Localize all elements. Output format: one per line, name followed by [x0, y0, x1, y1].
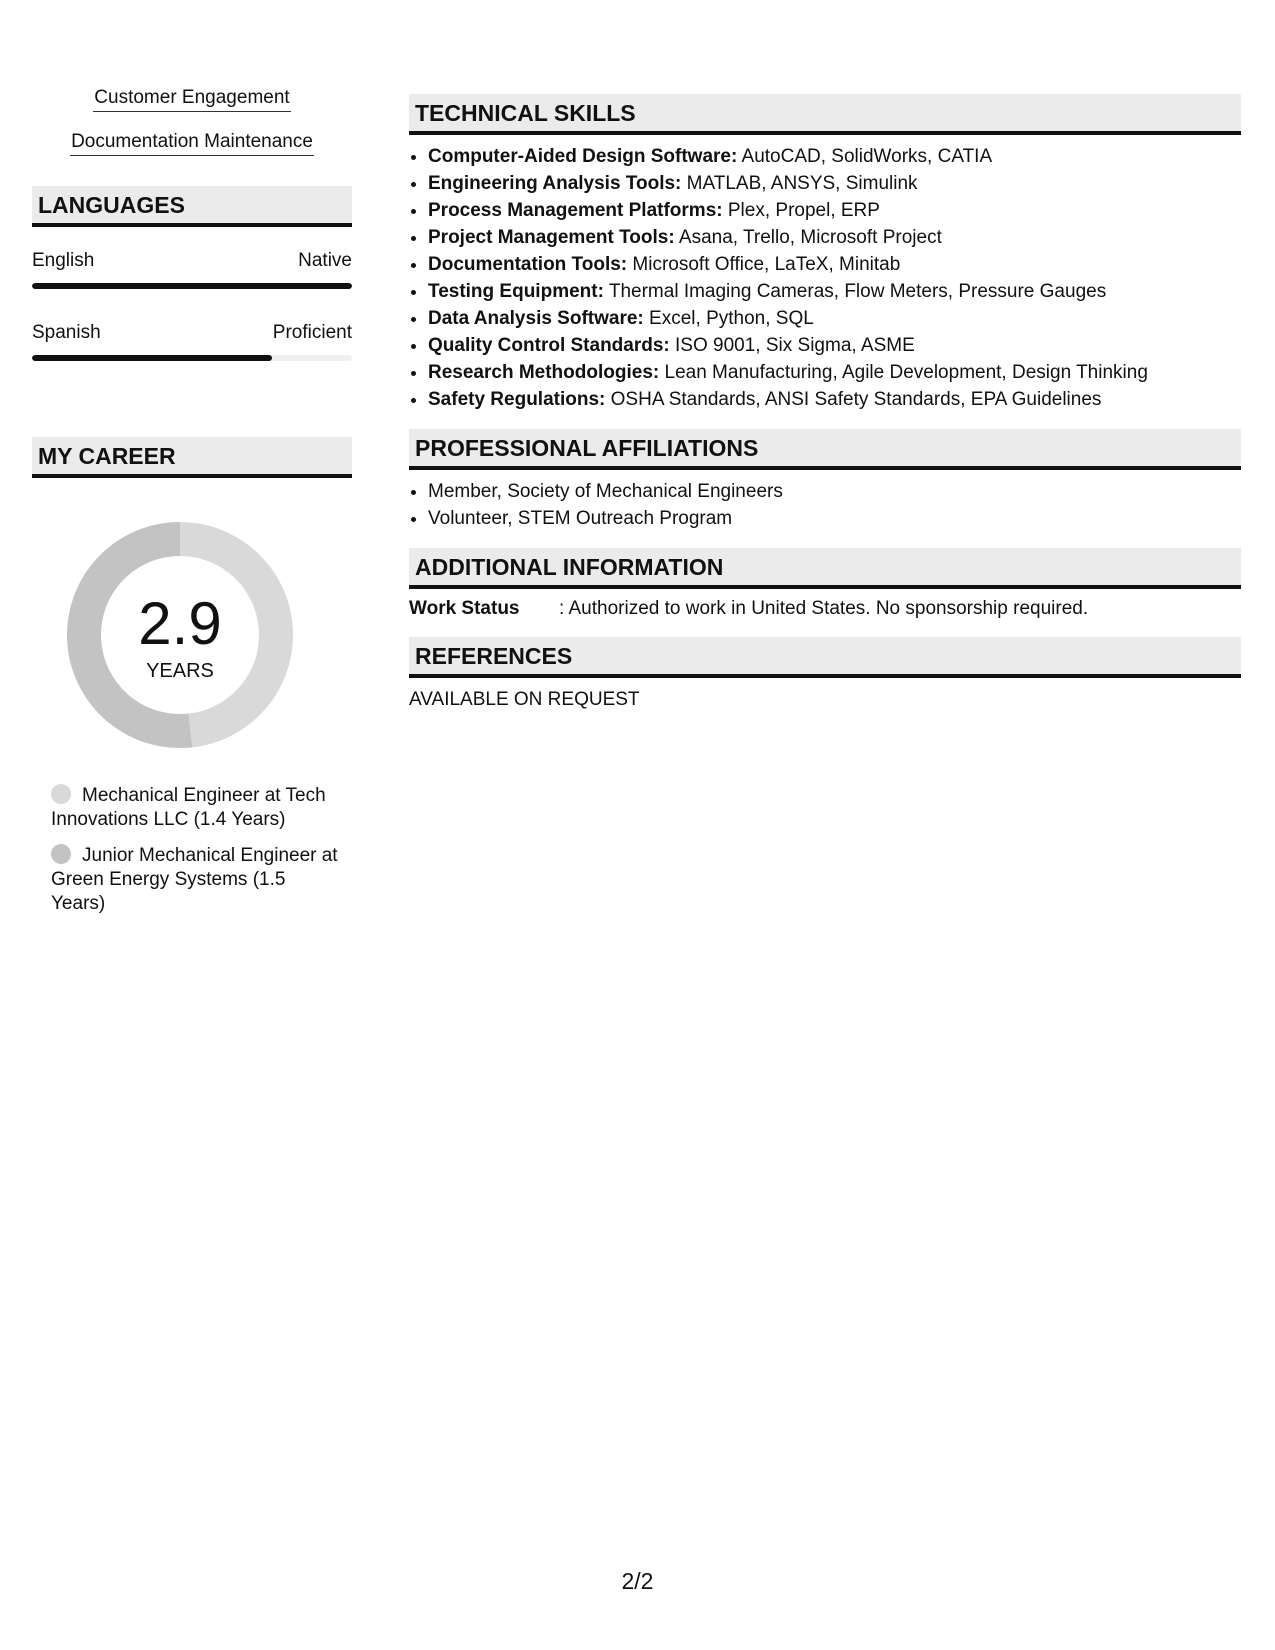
language-level: Proficient — [272, 322, 352, 343]
skill-values: OSHA Standards, ANSI Safety Standards, EPA Guidelines — [605, 389, 1102, 410]
skill-category: Project Management Tools: — [428, 227, 675, 248]
technical-skill-item — [428, 305, 1241, 332]
language-proficiency-bar — [32, 355, 352, 361]
skill-category: Safety Regulations: — [428, 389, 606, 410]
skill-category: Data Analysis Software: — [428, 308, 644, 329]
skill-item: Customer Engagement — [32, 86, 352, 112]
career-total-years: 2.9 — [138, 590, 222, 657]
language-proficiency-bar — [32, 283, 352, 289]
career-heading: MY CAREER — [32, 437, 352, 478]
career-total-unit: YEARS — [146, 660, 214, 682]
affiliations-list — [409, 478, 1241, 532]
career-legend-item: Mechanical Engineer at Tech Innovations LLC (1.4 Years) — [51, 785, 326, 830]
skill-item: Documentation Maintenance — [32, 130, 352, 156]
languages-heading: LANGUAGES — [32, 186, 352, 227]
work-status-label: Work Status — [409, 598, 520, 619]
skill-category: Process Management Platforms: — [428, 200, 723, 221]
list-item: • Member, Society of Mechanical Engineers — [428, 478, 1241, 505]
skill-values: ISO 9001, Six Sigma, ASME — [669, 335, 915, 356]
skill-values: Thermal Imaging Cameras, Flow Meters, Pressure Gauges — [603, 281, 1107, 302]
skill-values: AutoCAD, SolidWorks, CATIA — [737, 146, 993, 167]
sidebar — [32, 86, 352, 928]
legend-dot-icon — [51, 784, 71, 804]
skill-values: Lean Manufacturing, Agile Development, Design Thinking — [659, 362, 1148, 383]
list-item: • Volunteer, STEM Outreach Program — [428, 505, 1241, 532]
skill-values: Asana, Trello, Microsoft Project — [674, 227, 942, 248]
technical-skill-item — [428, 251, 1241, 278]
references-text: AVAILABLE ON REQUEST — [409, 689, 640, 710]
language-item — [32, 321, 352, 361]
language-name: Spanish — [32, 322, 101, 343]
skill-category: Testing Equipment: — [428, 281, 604, 302]
career-legend-item: Junior Mechanical Engineer at Green Energy Systems (1.5 Years) — [51, 845, 338, 914]
skill-values: Excel, Python, SQL — [643, 308, 814, 329]
language-list — [32, 249, 352, 361]
work-status-row — [409, 597, 1241, 621]
technical-skill-item — [428, 332, 1241, 359]
skill-values: MATLAB, ANSYS, Simulink — [681, 173, 918, 194]
skill-category: Computer-Aided Design Software: — [428, 146, 738, 167]
main-content — [409, 94, 1241, 712]
additional-info-heading: ADDITIONAL INFORMATION — [409, 548, 1241, 589]
references-heading: REFERENCES — [409, 637, 1241, 678]
technical-skill-item — [428, 278, 1241, 305]
skill-category: Research Methodologies: — [428, 362, 660, 383]
technical-skill-item — [428, 197, 1241, 224]
technical-skill-item — [428, 359, 1241, 386]
technical-skill-item — [428, 170, 1241, 197]
work-status-value: : Authorized to work in United States. No sponsorship required. — [559, 598, 1089, 619]
skill-values: Microsoft Office, LaTeX, Minitab — [627, 254, 901, 275]
skill-category: Engineering Analysis Tools: — [428, 173, 682, 194]
skill-values: Plex, Propel, ERP — [722, 200, 880, 221]
skill-category: Documentation Tools: — [428, 254, 628, 275]
career-legend — [51, 784, 341, 916]
page-number: 2/2 — [621, 1568, 654, 1594]
technical-skill-item — [428, 143, 1241, 170]
legend-dot-icon — [51, 844, 71, 864]
language-item — [32, 249, 352, 289]
affiliations-heading: PROFESSIONAL AFFILIATIONS — [409, 429, 1241, 470]
technical-skills-list — [409, 143, 1241, 413]
technical-skill-item — [428, 386, 1241, 413]
language-name: English — [32, 250, 95, 271]
career-donut-chart — [67, 522, 293, 748]
technical-skill-item — [428, 224, 1241, 251]
skill-category: Quality Control Standards: — [428, 335, 670, 356]
technical-skills-heading: TECHNICAL SKILLS — [409, 94, 1241, 135]
language-level: Native — [298, 250, 352, 271]
